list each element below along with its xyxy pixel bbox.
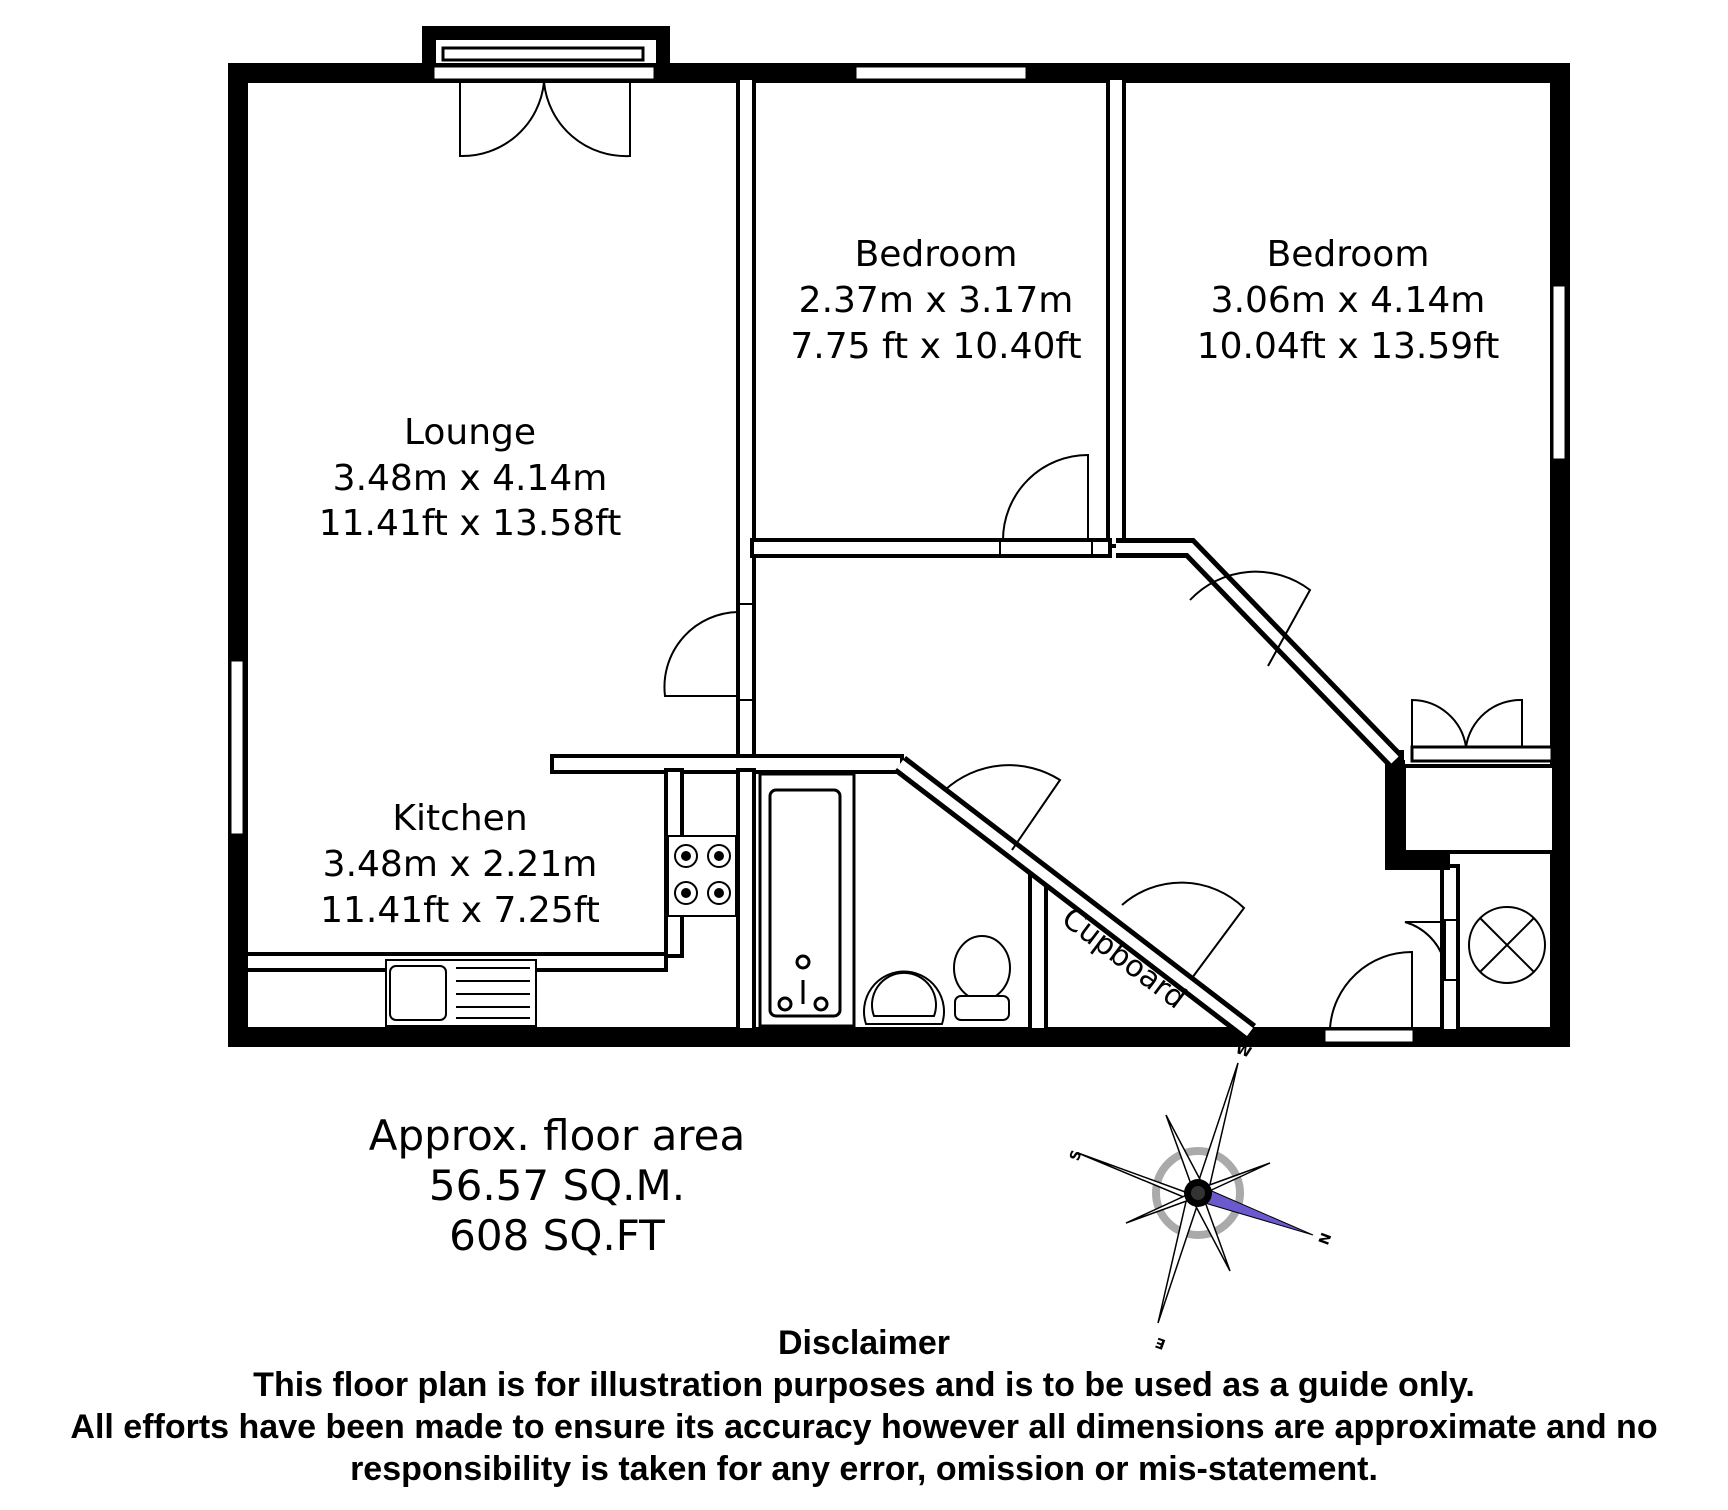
disclaimer-line2: All efforts have been made to ensure its accuracy however all dimensions are approximate and no — [70, 1408, 1658, 1446]
kitchen-imperial: 11.41ft x 7.25ft — [320, 890, 600, 931]
compass-w: W — [1233, 1041, 1254, 1062]
bedroom-small-name: Bedroom — [854, 234, 1018, 275]
lounge-imperial: 11.41ft x 13.58ft — [318, 503, 622, 544]
kitchen-name: Kitchen — [392, 798, 528, 839]
bedroom-small-label — [790, 234, 1081, 367]
bathtub — [760, 774, 854, 1026]
compass-e: E — [1153, 1333, 1168, 1352]
boiler — [1469, 907, 1545, 983]
bedroom-small-imperial: 7.75 ft x 10.40ft — [790, 326, 1082, 367]
floor-area — [369, 1111, 745, 1260]
bedroom-large-imperial: 10.04ft x 13.59ft — [1196, 326, 1500, 367]
bedroom-small-metric: 2.37m x 3.17m — [798, 280, 1074, 321]
kitchen-metric: 3.48m x 2.21m — [322, 844, 598, 885]
kitchen-label — [320, 798, 600, 931]
lounge-metric: 3.48m x 4.14m — [332, 458, 608, 499]
interior-walls — [246, 78, 1554, 1031]
bedroom-large-metric: 3.06m x 4.14m — [1210, 280, 1486, 321]
floor-area-line2: 56.57 SQ.M. — [428, 1161, 686, 1210]
disclaimer-title: Disclaimer — [778, 1324, 950, 1362]
sink — [386, 960, 536, 1026]
floor-area-line3: 608 SQ.FT — [449, 1211, 665, 1260]
toilet — [954, 936, 1010, 1020]
basin — [864, 972, 944, 1024]
floor-area-line1: Approx. floor area — [368, 1111, 746, 1160]
compass-icon — [1067, 1041, 1333, 1352]
disclaimer — [0, 1322, 1728, 1490]
disclaimer-line3: responsibility is taken for any error, omission or mis-statement. — [350, 1450, 1378, 1488]
compass-n: N — [1314, 1230, 1334, 1247]
lounge-name: Lounge — [403, 412, 537, 453]
bedroom-large-name: Bedroom — [1266, 234, 1430, 275]
lounge-label — [319, 412, 622, 544]
cupboard-label: Cupboard — [1055, 900, 1193, 1017]
hob — [668, 836, 736, 916]
bedroom-large-label — [1197, 234, 1500, 367]
disclaimer-line1: This floor plan is for illustration purposes and is to be used as a guide only. — [253, 1366, 1475, 1404]
compass-s: S — [1066, 1148, 1086, 1164]
